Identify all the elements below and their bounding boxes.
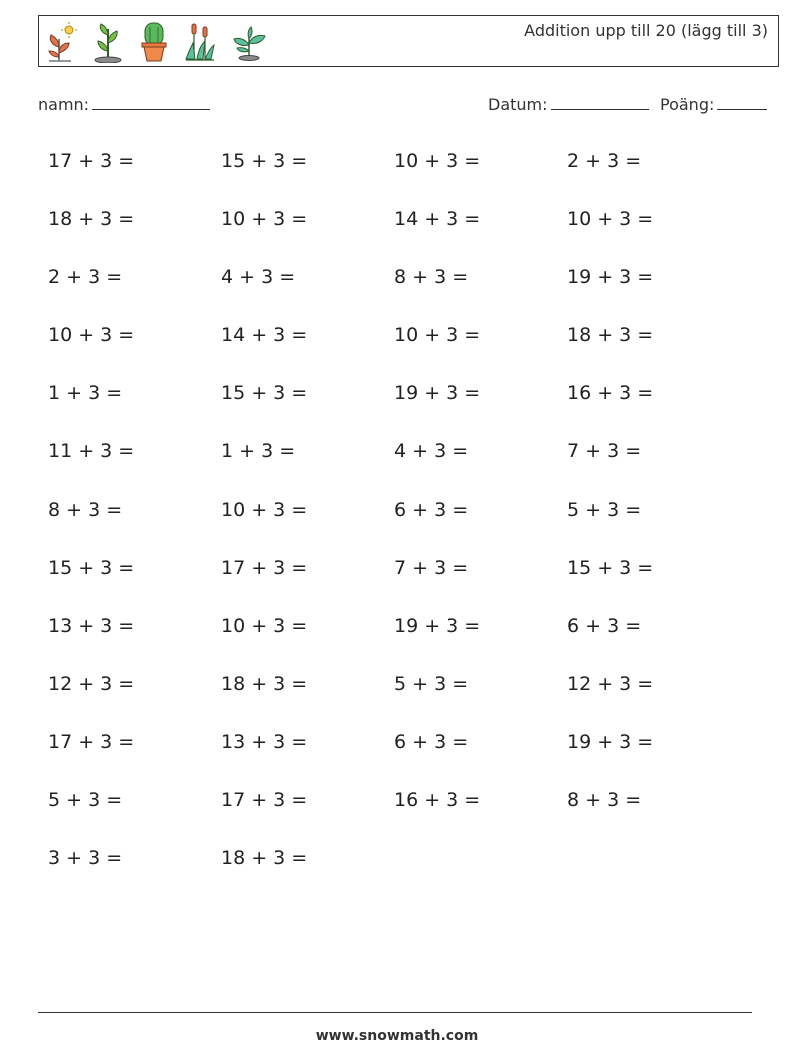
problem-grid <box>48 146 740 901</box>
problem-item: 1 + 3 = <box>221 440 296 463</box>
problem-item: 6 + 3 = <box>567 614 642 637</box>
problem-item: 15 + 3 = <box>221 150 308 172</box>
problem-item: 10 + 3 = <box>567 208 654 231</box>
sprout-icon <box>91 21 125 63</box>
problem-item: 19 + 3 = <box>567 266 654 289</box>
problem-item: 10 + 3 = <box>221 614 308 637</box>
problem-item: 10 + 3 = <box>394 150 481 172</box>
problem-item: 15 + 3 = <box>221 382 308 405</box>
problem-item: 19 + 3 = <box>394 614 481 637</box>
problem-item: 10 + 3 = <box>48 324 135 347</box>
problem-item: 3 + 3 = <box>48 847 123 870</box>
problem-item: 4 + 3 = <box>221 266 296 289</box>
problem-item: 15 + 3 = <box>48 556 135 579</box>
score-field[interactable] <box>660 93 767 114</box>
problem-item: 6 + 3 = <box>394 498 469 521</box>
problem-item: 5 + 3 = <box>567 498 642 521</box>
problem-item: 5 + 3 = <box>48 789 123 812</box>
problem-item: 2 + 3 = <box>48 266 123 289</box>
problem-item: 6 + 3 = <box>394 730 469 753</box>
problem-item: 12 + 3 = <box>567 672 654 695</box>
problem-item: 1 + 3 = <box>48 382 123 405</box>
problem-item: 19 + 3 = <box>394 382 481 405</box>
name-line[interactable] <box>92 93 210 110</box>
score-label: Poäng: <box>660 95 715 114</box>
name-field[interactable] <box>38 93 210 114</box>
problem-item: 16 + 3 = <box>567 382 654 405</box>
problem-item: 18 + 3 = <box>48 208 135 231</box>
header-box <box>38 15 779 67</box>
problem-item: 16 + 3 = <box>394 789 481 812</box>
problem-item: 19 + 3 = <box>567 730 654 753</box>
sun-plant-icon <box>45 21 79 63</box>
problem-item: 11 + 3 = <box>48 440 135 463</box>
score-line[interactable] <box>717 93 767 110</box>
problem-item: 7 + 3 = <box>567 440 642 463</box>
date-label: Datum: <box>488 95 548 114</box>
problem-item: 13 + 3 = <box>48 614 135 637</box>
problem-item: 8 + 3 = <box>48 498 123 521</box>
problem-item: 17 + 3 = <box>48 150 135 172</box>
cattail-icon <box>183 21 217 63</box>
name-label: namn: <box>38 95 90 114</box>
worksheet-title: Addition upp till 20 (lägg till 3) <box>524 21 768 40</box>
problem-item: 13 + 3 = <box>221 730 308 753</box>
problem-item: 7 + 3 = <box>394 556 469 579</box>
problem-item: 17 + 3 = <box>221 556 308 579</box>
problem-item: 10 + 3 = <box>221 498 308 521</box>
footer-divider <box>38 1012 752 1013</box>
problem-item: 2 + 3 = <box>567 150 642 172</box>
problem-item: 17 + 3 = <box>221 789 308 812</box>
problem-item: 4 + 3 = <box>394 440 469 463</box>
problem-item: 12 + 3 = <box>48 672 135 695</box>
problem-item: 18 + 3 = <box>221 847 308 870</box>
problem-item: 15 + 3 = <box>567 556 654 579</box>
problem-item: 8 + 3 = <box>567 789 642 812</box>
problem-item: 18 + 3 = <box>567 324 654 347</box>
date-field[interactable] <box>488 93 649 114</box>
problem-item: 17 + 3 = <box>48 730 135 753</box>
date-line[interactable] <box>551 93 649 110</box>
cactus-icon <box>137 21 171 63</box>
problem-item: 10 + 3 = <box>221 208 308 231</box>
problem-item: 5 + 3 = <box>394 672 469 695</box>
footer-url: www.snowmath.com <box>315 1028 479 1044</box>
problem-item: 10 + 3 = <box>394 324 481 347</box>
problem-item: 14 + 3 = <box>221 324 308 347</box>
seedling-icon <box>229 21 269 63</box>
problem-item: 14 + 3 = <box>394 208 481 231</box>
problem-item: 8 + 3 = <box>394 266 469 289</box>
icon-row <box>45 20 269 64</box>
problem-item: 18 + 3 = <box>221 672 308 695</box>
